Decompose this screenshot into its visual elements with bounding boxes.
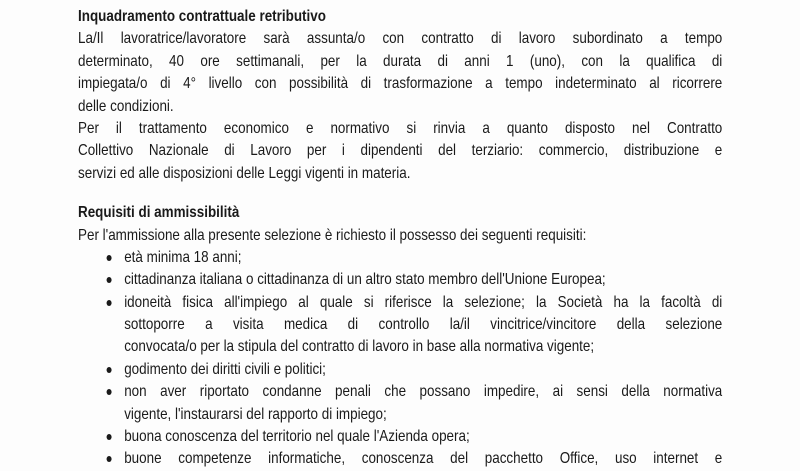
bullet-icon xyxy=(107,367,112,373)
paragraph-line: servizi ed alle disposizioni delle Leggi vigenti in materia. xyxy=(78,164,411,182)
document-page xyxy=(78,6,722,471)
paragraph-line: Collettivo Nazionale di Lavoro per i dipendenti del terziario: commercio, distribuzione e xyxy=(78,142,723,160)
list-item: età minima 18 anni; xyxy=(78,247,722,269)
list-item-continuation: sottoporre a visita medica di controllo la/il vincitrice/vincitore della selezione xyxy=(124,316,723,334)
section-heading-requisiti: Requisiti di ammissibilità xyxy=(78,204,240,222)
bullet-icon xyxy=(107,300,112,306)
list-item: cittadinanza italiana o cittadinanza di un altro stato membro dell'Unione Europea; xyxy=(78,269,722,291)
paragraph-line: Per il trattamento economico e normativo si rinvia a quanto disposto nel Contratto xyxy=(78,119,723,137)
bullet-icon xyxy=(107,456,112,462)
list-item-continuation: convocata/o per la stipula del contratto di lavoro in base alla normativa vigente; xyxy=(124,338,595,356)
paragraph-line: delle condizioni. xyxy=(78,97,174,115)
list-item: non aver riportato condanne penali che possano impedire, ai sensi della normativa xyxy=(78,381,722,403)
bullet-icon xyxy=(107,389,112,395)
list-item: godimento dei diritti civili e politici; xyxy=(78,359,722,381)
bullet-icon xyxy=(107,255,112,261)
list-item-continuation: vigente, l'instaurarsi del rapporto di impiego; xyxy=(124,405,387,423)
section-heading-inquadramento: Inquadramento contrattuale retributivo xyxy=(78,8,326,25)
bullet-icon xyxy=(107,277,112,283)
list-item: buona conoscenza del territorio nel quale l'Azienda opera; xyxy=(78,426,722,448)
paragraph-line: impiegata/o di 4° livello con possibilità di trasformazione a tempo indeterminato al ricorrere xyxy=(78,75,723,93)
bullet-icon xyxy=(107,434,112,440)
list-item: buone competenze informatiche, conoscenza del pacchetto Office, uso internet e xyxy=(78,448,722,470)
paragraph-line: determinato, 40 ore settimanali, per la durata di anni 1 (uno), con la qualifica di xyxy=(78,52,723,70)
paragraph-line: La/Il lavoratrice/lavoratore sarà assunta/o con contratto di lavoro subordinato a tempo xyxy=(78,30,723,48)
list-item: idoneità fisica all'impiego al quale si riferisce la selezione; la Società ha la facoltà di xyxy=(78,292,722,314)
section-intro: Per l'ammissione alla presente selezione è richiesto il possesso dei seguenti requisiti: xyxy=(78,226,587,244)
